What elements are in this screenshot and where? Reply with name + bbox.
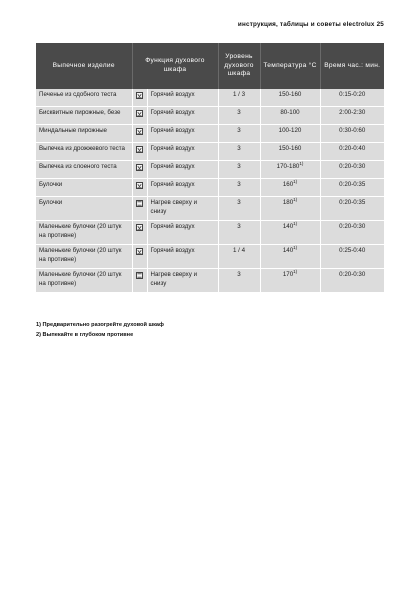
cell-icon: [132, 124, 147, 142]
cell-temperature: [260, 124, 320, 142]
cell-time: 0:20-0:30: [320, 268, 384, 292]
cell-product: Маленькие булочки (20 штук на противне): [36, 220, 132, 244]
header-level: Уровень духового шкафа: [218, 43, 260, 89]
cell-temperature: [260, 160, 320, 178]
page-header: инструкция, таблицы и советы electrolux 25: [237, 21, 384, 28]
temperature-value: 100-120: [278, 126, 302, 134]
cell-product: Булочки: [36, 178, 132, 196]
fan-icon: [136, 224, 143, 231]
table-row: [36, 244, 384, 268]
cell-level: 1 / 3: [218, 89, 260, 106]
footnote-2: 2) Выпекайте в глубоком противне: [36, 331, 134, 338]
table-row: [36, 268, 384, 292]
table-row: [36, 160, 384, 178]
cell-level: 3: [218, 106, 260, 124]
cell-function: Горячий воздух: [147, 244, 218, 268]
temperature-value: 160: [282, 180, 294, 188]
cell-function: Горячий воздух: [147, 178, 218, 196]
cell-function: Горячий воздух: [147, 124, 218, 142]
cell-function: Горячий воздух: [147, 142, 218, 160]
cell-time: 0:20-0:30: [320, 220, 384, 244]
cell-icon: [132, 196, 147, 220]
table-row: [36, 124, 384, 142]
cell-function: Нагрев сверху и снизу: [147, 268, 218, 292]
cell-time: 2:00-2:30: [320, 106, 384, 124]
cell-temperature: [260, 268, 320, 292]
cell-icon: [132, 268, 147, 292]
temperature-value: 150-160: [278, 144, 302, 152]
cell-level: 3: [218, 220, 260, 244]
cell-function: Горячий воздух: [147, 160, 218, 178]
cell-temperature: [260, 106, 320, 124]
temperature-value: 150-160: [278, 91, 302, 98]
cell-temperature: [260, 244, 320, 268]
cell-time: 0:15-0:20: [320, 89, 384, 106]
cell-function: Горячий воздух: [147, 106, 218, 124]
cell-product: Печенье из сдобного теста: [36, 89, 132, 106]
cell-level: 3: [218, 124, 260, 142]
cell-icon: [132, 89, 147, 106]
cell-icon: [132, 160, 147, 178]
table-row: [36, 220, 384, 244]
temperature-note: 1): [293, 244, 298, 250]
cell-icon: [132, 244, 147, 268]
fan-icon: [136, 146, 143, 153]
cell-temperature: [260, 89, 320, 106]
fan-icon: [136, 182, 143, 189]
baking-table: [36, 43, 384, 293]
table-row: [36, 89, 384, 106]
cell-product: Миндальные пирожные: [36, 124, 132, 142]
temperature-note: 1): [293, 196, 298, 202]
header-temperature: Температура °C: [260, 43, 320, 89]
temperature-value: 80-100: [280, 108, 300, 116]
cell-time: 0:30-0:60: [320, 124, 384, 142]
fan-icon: [136, 248, 143, 255]
temperature-value: 180: [282, 198, 294, 206]
top-bottom-heat-icon: [136, 272, 143, 279]
cell-icon: [132, 142, 147, 160]
temperature-note: 1): [293, 220, 298, 226]
cell-product: Маленькие булочки (20 штук на противне): [36, 268, 132, 292]
cell-icon: [132, 106, 147, 124]
cell-temperature: [260, 220, 320, 244]
cell-product: Бисквитные пирожные, безе: [36, 106, 132, 124]
cell-function: Горячий воздух: [147, 89, 218, 106]
cell-product: Выпечка из дрожжевого теста: [36, 142, 132, 160]
cell-time: 0:20-0:35: [320, 196, 384, 220]
cell-product: Булочки: [36, 196, 132, 220]
fan-icon: [136, 92, 143, 99]
temperature-value: 140: [282, 222, 294, 230]
cell-level: 3: [218, 196, 260, 220]
cell-icon: [132, 178, 147, 196]
table-row: [36, 196, 384, 220]
cell-level: 3: [218, 142, 260, 160]
cell-level: 3: [218, 178, 260, 196]
temperature-note: 1): [293, 268, 298, 274]
cell-temperature: [260, 196, 320, 220]
header-time: Время час.: мин.: [320, 43, 384, 89]
table-row: [36, 106, 384, 124]
footnotes: [36, 321, 164, 341]
temperature-value: 170-180: [276, 162, 300, 170]
cell-time: 0:20-0:40: [320, 142, 384, 160]
cell-time: 0:20-0:30: [320, 160, 384, 178]
table-header-row: [36, 43, 384, 89]
table-row: [36, 142, 384, 160]
cell-temperature: [260, 142, 320, 160]
temperature-note: 1): [293, 178, 298, 184]
temperature-value: 140: [282, 246, 294, 254]
cell-level: 1 / 4: [218, 244, 260, 268]
fan-icon: [136, 128, 143, 135]
fan-icon: [136, 110, 143, 117]
cell-function: Нагрев сверху и снизу: [147, 196, 218, 220]
temperature-value: 170: [282, 270, 294, 278]
top-bottom-heat-icon: [136, 200, 143, 207]
header-product: Выпечное изделие: [36, 43, 132, 89]
cell-time: 0:25-0:40: [320, 244, 384, 268]
header-function: Функция духового шкафа: [132, 43, 218, 89]
temperature-note: 1): [299, 160, 304, 166]
cell-function: Горячий воздух: [147, 220, 218, 244]
cell-temperature: [260, 178, 320, 196]
footnote-1: 1) Предварительно разогрейте духовой шкаф: [36, 322, 164, 328]
cell-level: 3: [218, 268, 260, 292]
cell-product: Маленькие булочки (20 штук на противне): [36, 244, 132, 268]
cell-product: Выпечка из слоеного теста: [36, 160, 132, 178]
cell-time: 0:20-0:35: [320, 178, 384, 196]
table-row: [36, 178, 384, 196]
cell-level: 3: [218, 160, 260, 178]
fan-icon: [136, 164, 143, 171]
cell-icon: [132, 220, 147, 244]
